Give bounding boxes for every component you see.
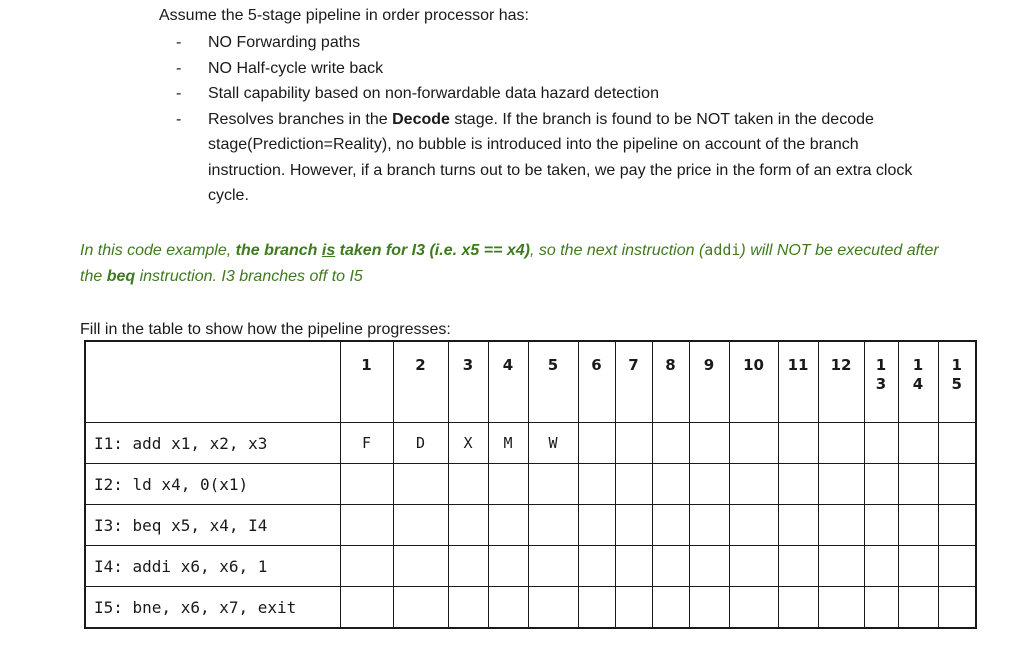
cycle-header: 4 xyxy=(488,341,528,423)
stage-cell[interactable] xyxy=(778,546,818,587)
branch-note: In this code example, the branch is taken for I3 (i.e. x5 == x4), so the next instruction (addi) will NOT be executed after the beq instruction. I3 branches off to I5 xyxy=(80,241,939,285)
stage-cell[interactable] xyxy=(448,464,488,505)
assumption-writeback: - NO Half-cycle write back xyxy=(176,59,384,77)
stage-cell[interactable] xyxy=(778,505,818,546)
stage-cell[interactable] xyxy=(340,505,393,546)
stage-cell[interactable] xyxy=(864,587,898,629)
header-corner xyxy=(85,341,340,423)
stage-cell[interactable] xyxy=(938,546,976,587)
stage-cell[interactable] xyxy=(528,505,578,546)
stage-cell[interactable] xyxy=(818,464,864,505)
cycle-header-row xyxy=(85,341,976,423)
stage-cell[interactable] xyxy=(340,546,393,587)
instruction-row xyxy=(85,546,976,587)
stage-cell[interactable] xyxy=(578,587,615,629)
stage-cell[interactable] xyxy=(729,423,778,464)
stage-cell[interactable] xyxy=(615,505,652,546)
stage-cell[interactable] xyxy=(898,505,938,546)
instruction-label: I2: ld x4, 0(x1) xyxy=(85,464,340,505)
stage-cell[interactable] xyxy=(615,423,652,464)
stage-cell[interactable] xyxy=(898,423,938,464)
stage-cell[interactable] xyxy=(689,546,729,587)
stage-cell[interactable] xyxy=(729,464,778,505)
instruction-label: I5: bne, x6, x7, exit xyxy=(85,587,340,629)
assumption-list xyxy=(176,30,936,209)
stage-cell[interactable] xyxy=(393,546,448,587)
cycle-header: 12 xyxy=(818,341,864,423)
stage-cell[interactable]: D xyxy=(393,423,448,464)
cycle-header: 9 xyxy=(689,341,729,423)
stage-cell[interactable] xyxy=(818,587,864,629)
stage-cell[interactable] xyxy=(340,587,393,629)
stage-cell[interactable] xyxy=(488,546,528,587)
stage-cell[interactable] xyxy=(864,464,898,505)
cycle-header: 7 xyxy=(615,341,652,423)
stage-cell[interactable] xyxy=(818,505,864,546)
stage-cell[interactable] xyxy=(488,464,528,505)
cycle-header: 5 xyxy=(528,341,578,423)
stage-cell[interactable] xyxy=(818,423,864,464)
cycle-header: 1 4 xyxy=(898,341,938,423)
stage-cell[interactable] xyxy=(864,546,898,587)
assumption-branch: - Resolves branches in the Decode stage. If the branch is found to be NOT taken in the decode stage(Prediction=Reality), no bubble is introduced into the pipeline on account of the branch instruction. However, if a branch turns out to be taken, we pay the price in the form of an extra clock cycle. xyxy=(176,110,913,204)
stage-cell[interactable]: X xyxy=(448,423,488,464)
stage-cell[interactable] xyxy=(448,587,488,629)
stage-cell[interactable] xyxy=(778,423,818,464)
stage-cell[interactable] xyxy=(689,464,729,505)
stage-cell[interactable]: F xyxy=(340,423,393,464)
stage-cell[interactable] xyxy=(898,464,938,505)
cycle-header: 11 xyxy=(778,341,818,423)
stage-cell[interactable] xyxy=(393,587,448,629)
stage-cell[interactable] xyxy=(689,587,729,629)
cycle-header: 1 5 xyxy=(938,341,976,423)
stage-cell[interactable] xyxy=(652,464,689,505)
stage-cell[interactable] xyxy=(615,464,652,505)
instruction-row xyxy=(85,587,976,629)
stage-cell[interactable] xyxy=(652,546,689,587)
stage-cell[interactable] xyxy=(393,505,448,546)
stage-cell[interactable] xyxy=(578,464,615,505)
cycle-header: 2 xyxy=(393,341,448,423)
stage-cell[interactable] xyxy=(689,423,729,464)
stage-cell[interactable] xyxy=(528,587,578,629)
cycle-header: 8 xyxy=(652,341,689,423)
stage-cell[interactable] xyxy=(778,464,818,505)
instruction-label: I4: addi x6, x6, 1 xyxy=(85,546,340,587)
instruction-label: I1: add x1, x2, x3 xyxy=(85,423,340,464)
stage-cell[interactable] xyxy=(488,505,528,546)
cycle-header: 1 xyxy=(340,341,393,423)
instruction-row xyxy=(85,464,976,505)
instruction-row xyxy=(85,505,976,546)
stage-cell[interactable]: M xyxy=(488,423,528,464)
stage-cell[interactable] xyxy=(864,423,898,464)
stage-cell[interactable]: W xyxy=(528,423,578,464)
cycle-header: 10 xyxy=(729,341,778,423)
stage-cell[interactable] xyxy=(729,546,778,587)
stage-cell[interactable] xyxy=(652,587,689,629)
stage-cell[interactable] xyxy=(448,505,488,546)
stage-cell[interactable] xyxy=(864,505,898,546)
assumption-forwarding: - NO Forwarding paths xyxy=(176,34,361,51)
stage-cell[interactable] xyxy=(393,464,448,505)
intro-text: Assume the 5-stage pipeline in order processor has: xyxy=(159,7,529,24)
cycle-header: 6 xyxy=(578,341,615,423)
stage-cell[interactable] xyxy=(898,587,938,629)
stage-cell[interactable] xyxy=(448,546,488,587)
stage-cell[interactable] xyxy=(340,464,393,505)
stage-cell[interactable] xyxy=(578,505,615,546)
stage-cell[interactable] xyxy=(938,505,976,546)
stage-cell[interactable] xyxy=(528,464,578,505)
instruction-row xyxy=(85,423,976,464)
instruction-label: I3: beq x5, x4, I4 xyxy=(85,505,340,546)
stage-cell[interactable] xyxy=(652,423,689,464)
stage-cell[interactable] xyxy=(938,464,976,505)
stage-cell[interactable] xyxy=(615,587,652,629)
stage-cell[interactable] xyxy=(938,587,976,629)
fill-prompt: Fill in the table to show how the pipeline progresses: xyxy=(80,321,451,338)
pipeline-body xyxy=(85,423,976,629)
stage-cell[interactable] xyxy=(528,546,578,587)
cycle-header: 1 3 xyxy=(864,341,898,423)
pipeline-table xyxy=(84,340,977,629)
stage-cell[interactable] xyxy=(778,587,818,629)
stage-cell[interactable] xyxy=(898,546,938,587)
stage-cell[interactable] xyxy=(689,505,729,546)
stage-cell[interactable] xyxy=(938,423,976,464)
stage-cell[interactable] xyxy=(818,546,864,587)
cycle-header: 3 xyxy=(448,341,488,423)
stage-cell[interactable] xyxy=(578,546,615,587)
stage-cell[interactable] xyxy=(488,587,528,629)
stage-cell[interactable] xyxy=(729,587,778,629)
stage-cell[interactable] xyxy=(729,505,778,546)
stage-cell[interactable] xyxy=(615,546,652,587)
stage-cell[interactable] xyxy=(652,505,689,546)
assumption-stall: - Stall capability based on non-forwardable data hazard detection xyxy=(176,85,659,102)
stage-cell[interactable] xyxy=(578,423,615,464)
